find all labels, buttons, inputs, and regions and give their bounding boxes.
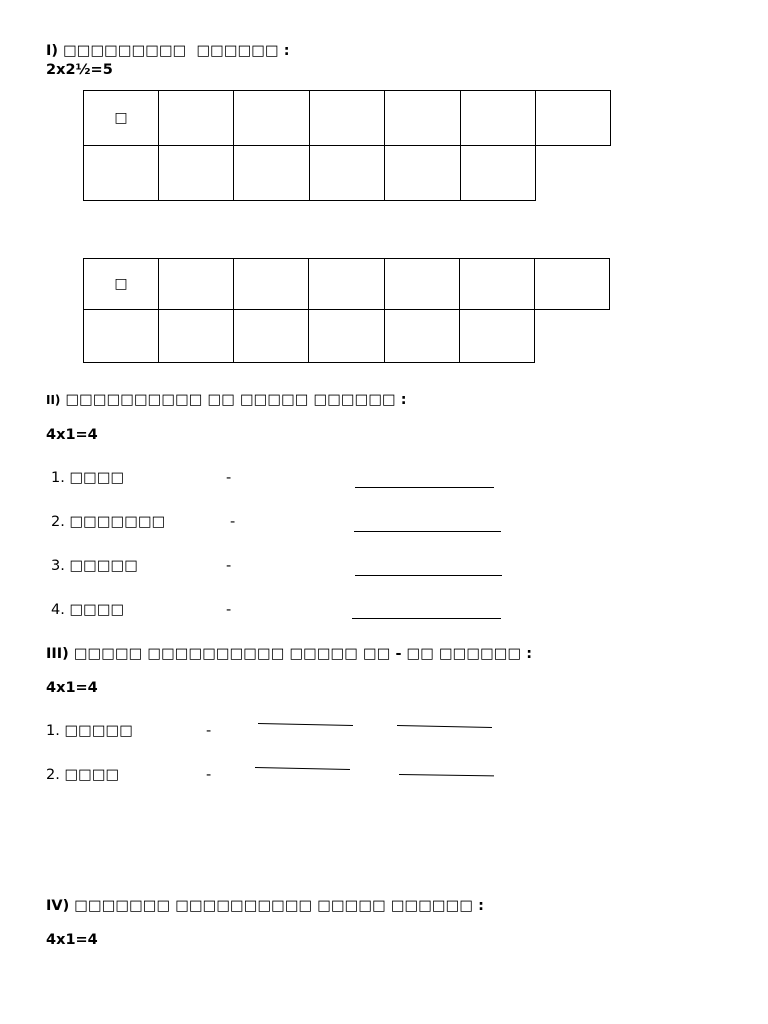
section-1-title: I) □□□□□□□□□ □□□□□□ : [46, 43, 290, 59]
grid-2-empty [535, 310, 610, 363]
section-4-marks: 4x1=4 [46, 932, 98, 948]
grid-1-cell[interactable] [385, 146, 461, 201]
s3-item-1-dash: - [206, 723, 212, 739]
grid-1-cell[interactable] [536, 91, 611, 146]
section-3-title: III) □□□□□ □□□□□□□□□□ □□□□□ □□ - □□ □□□□□□ : [46, 646, 533, 662]
grid-1-cell[interactable] [310, 91, 385, 146]
s2-item-2-label: 2. □□□□□□□ [51, 514, 166, 530]
letter-grid-2 [83, 258, 610, 363]
s2-item-1-label: 1. □□□□ [51, 470, 125, 486]
section-2-title-text: □□□□□□□□□□ □□ □□□□□ □□□□□□ : [65, 392, 407, 408]
s3-item-2-answer-line-a[interactable] [255, 767, 350, 770]
grid-2-cell[interactable] [309, 310, 385, 363]
grid-1-empty [536, 146, 611, 201]
s2-item-3-answer-blank[interactable] [355, 575, 502, 576]
grid-2-cell[interactable] [460, 259, 535, 310]
grid-1-cell[interactable] [234, 146, 310, 201]
letter-grid-1 [83, 90, 611, 201]
grid-1-cell[interactable] [159, 91, 234, 146]
s2-item-2-dash: - [230, 514, 236, 530]
s3-item-1-answer-line-b[interactable] [397, 725, 492, 728]
grid-1-cell[interactable] [234, 91, 310, 146]
section-2-roman: II) [46, 393, 61, 407]
grid-2-cell[interactable] [234, 259, 309, 310]
section-2-title [46, 392, 407, 408]
s2-item-2-answer-blank[interactable] [354, 531, 501, 532]
grid-2-cell[interactable] [385, 310, 460, 363]
grid-1-cell[interactable] [461, 146, 536, 201]
grid-1-cell[interactable] [159, 146, 234, 201]
s2-item-4-label: 4. □□□□ [51, 602, 125, 618]
s3-item-1-label: 1. □□□□□ [46, 723, 133, 739]
grid-2-cell[interactable] [309, 259, 385, 310]
grid-2-cell[interactable] [84, 310, 159, 363]
grid-2-cell[interactable] [460, 310, 535, 363]
s2-item-1-dash: - [226, 470, 232, 486]
s2-item-3-label: 3. □□□□□ [51, 558, 138, 574]
s3-item-2-dash: - [206, 767, 212, 783]
s3-item-2-label: 2. □□□□ [46, 767, 120, 783]
s2-item-3-dash: - [226, 558, 232, 574]
grid-1-cell[interactable] [461, 91, 536, 146]
grid-1-cell[interactable] [84, 146, 159, 201]
grid-2-cell[interactable] [159, 310, 234, 363]
grid-1-cell[interactable] [385, 91, 461, 146]
grid-2-cell[interactable] [535, 259, 610, 310]
section-3-marks: 4x1=4 [46, 680, 98, 696]
grid-2-cell[interactable] [159, 259, 234, 310]
s3-item-1-answer-line-a[interactable] [258, 723, 353, 726]
grid-1-cell-start[interactable]: □ [84, 91, 159, 146]
section-4-title: IV) □□□□□□□ □□□□□□□□□□ □□□□□ □□□□□□ : [46, 898, 484, 914]
s2-item-4-dash: - [226, 602, 232, 618]
grid-1-cell[interactable] [310, 146, 385, 201]
s2-item-4-answer-blank[interactable] [352, 618, 501, 619]
grid-2-cell[interactable] [234, 310, 309, 363]
section-1-marks: 2x2½=5 [46, 62, 113, 78]
s3-item-2-answer-line-b[interactable] [399, 774, 494, 776]
section-2-marks: 4x1=4 [46, 427, 98, 443]
grid-2-cell[interactable] [385, 259, 460, 310]
s2-item-1-answer-blank[interactable] [355, 487, 494, 488]
grid-2-cell-start[interactable]: □ [84, 259, 159, 310]
